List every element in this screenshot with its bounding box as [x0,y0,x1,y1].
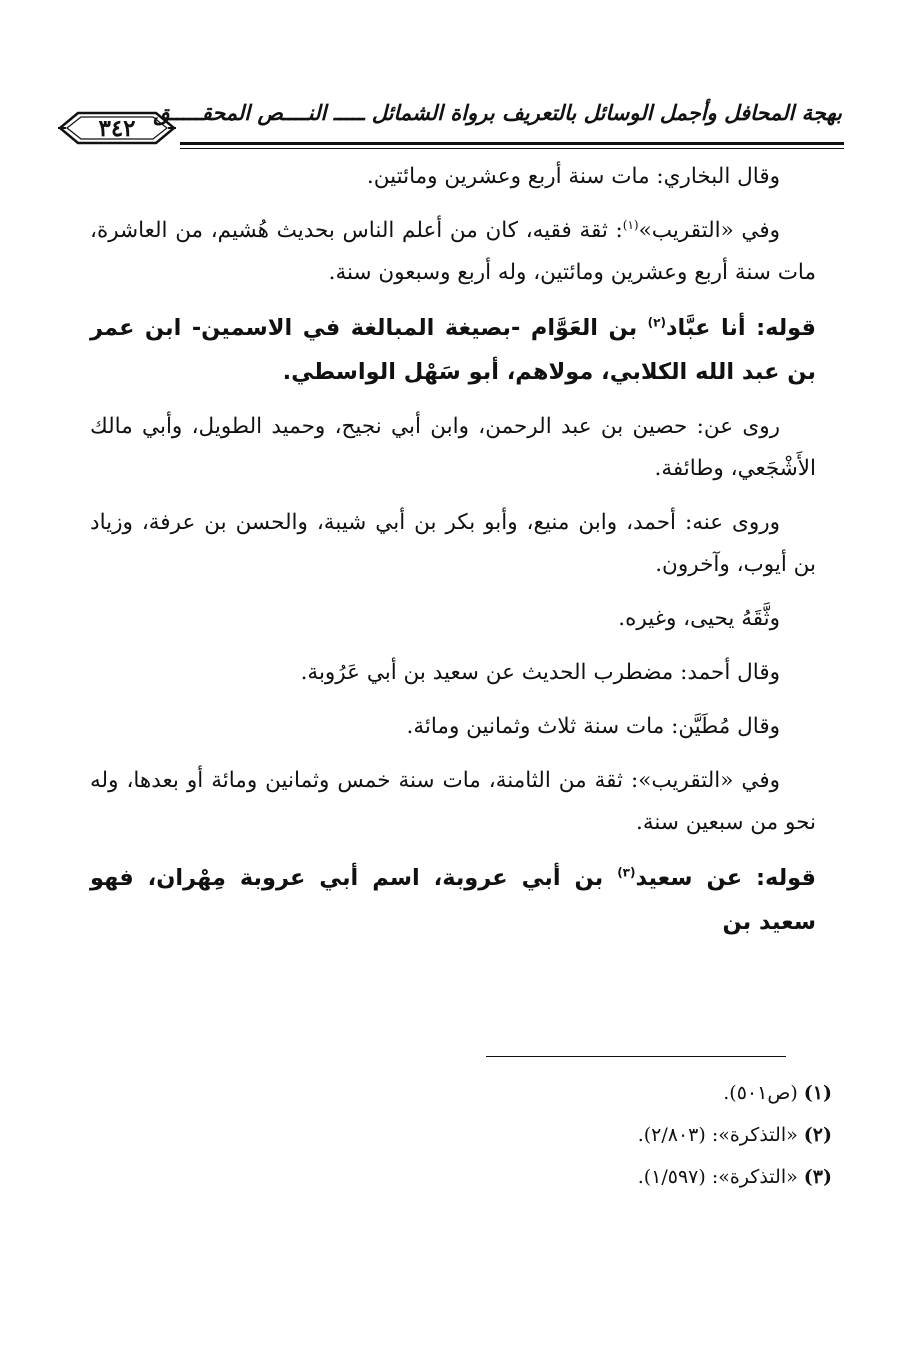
text-run: بن أبي عروبة، اسم أبي عروبة مِهْران، فهو سعيد بن [90,865,816,935]
page-header [56,88,844,154]
footnote [90,1114,832,1156]
text-run: وقال البخاري: مات سنة أربع وعشرين ومائتين. [366,164,780,189]
footnote-number: (٣) [803,1166,832,1188]
footnote-number: (٢) [803,1124,832,1146]
text-run: قوله: عن سعيد [635,865,816,891]
footnotes [90,1072,832,1198]
text-run: وقال مُطَيَّن: مات سنة ثلاث وثمانين ومائة. [406,714,780,739]
text-run: روى عن: حصين بن عبد الرحمن، وابن أبي نجيح، وحميد الطويل، وأبي مالك الأَشْجَعي، وطائفة. [90,414,816,481]
footnote-separator [486,1056,786,1057]
commentary-heading [90,306,816,394]
body-paragraph [90,706,816,748]
body-paragraph [90,502,816,586]
running-title: بهجة المحافل وأجمل الوسائل بالتعريف برواة الشمائل ـــــ النــــص المحقـــــق [153,100,842,125]
footnote [90,1072,832,1114]
body-paragraph [90,210,816,294]
header-rule [180,142,844,149]
text-run: وفي «التقريب» [638,218,780,243]
text-run: وقال أحمد: مضطرب الحديث عن سعيد بن أبي عَرُوبة. [300,660,780,685]
footnote-reference: (٣) [617,865,636,880]
footnote-reference: (٢) [647,315,666,330]
footnote-text: «التذكرة»: (١/٥٩٧). [637,1166,804,1188]
main-text [90,156,816,956]
text-run: : ثقة فقيه، كان من أعلم الناس بحديث هُشيم، من العاشرة، مات سنة أربع وعشرين ومائتين، وله أربع وسبعون سنة. [90,218,816,285]
body-paragraph [90,652,816,694]
text-run: وروى عنه: أحمد، وابن منيع، وأبو بكر بن أبي شيبة، والحسن بن عرفة، وزياد بن أيوب، وآخرون. [90,510,816,577]
text-run: قوله: أنا عبَّاد [665,315,816,341]
footnote-text: «التذكرة»: (٢/٨٠٣). [637,1124,804,1146]
footnote-text: (ص٥٠١). [723,1082,804,1104]
body-paragraph [90,598,816,640]
text-run: وثَّقَهُ يحيى، وغيره. [618,606,780,631]
text-run: وفي «التقريب»: ثقة من الثامنة، مات سنة خمس وثمانين ومائة أو بعدها، وله نحو من سبعين سنة. [90,768,816,835]
footnote [90,1156,832,1198]
body-paragraph [90,760,816,844]
footnote-number: (١) [803,1082,832,1104]
commentary-heading [90,856,816,944]
page-number: ٣٤٢ [98,114,136,142]
text-run: بن العَوَّام -بصيغة المبالغة في الاسمين- ابن عمر بن عبد الله الكلابي، مولاهم، أبو سَهْل الواسطي. [90,315,816,385]
body-paragraph [90,406,816,490]
footnote-reference: (١) [622,217,639,232]
body-paragraph [90,156,816,198]
